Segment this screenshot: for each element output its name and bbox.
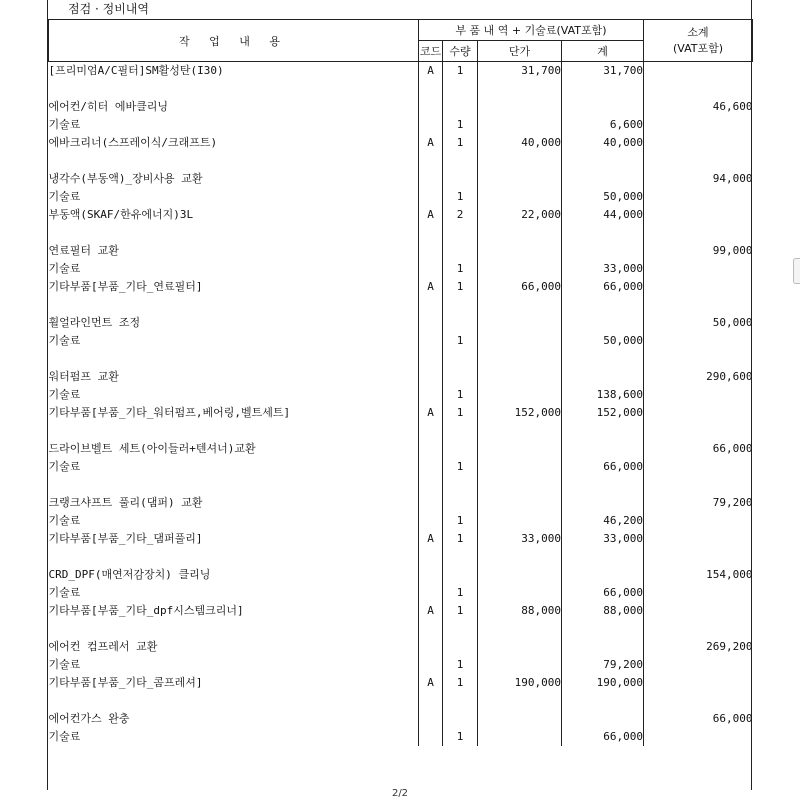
spacer-row (49, 548, 753, 566)
subtotal-cell: 46,600 (644, 98, 753, 116)
spacer-cell (478, 422, 562, 440)
spacer-cell (478, 224, 562, 242)
item-description: 에바크리너(스프레이식/크래프트) (48, 136, 218, 149)
spacer-cell (443, 152, 478, 170)
spacer-cell (478, 548, 562, 566)
spacer-cell (49, 476, 419, 494)
qty-cell (443, 638, 478, 656)
price-cell (478, 656, 562, 674)
spacer-cell (443, 476, 478, 494)
spacer-cell (49, 692, 419, 710)
price-cell (478, 386, 562, 404)
spacer-cell (562, 152, 644, 170)
table-row (49, 206, 753, 224)
work-title: 냉각수(부동액)_장비사용 교환 (48, 172, 203, 185)
total-cell: 88,000 (562, 602, 644, 620)
work-group-row (49, 710, 753, 728)
total-cell (562, 566, 644, 584)
spacer-cell (443, 224, 478, 242)
spacer-cell (443, 692, 478, 710)
table-row (49, 656, 753, 674)
total-cell: 50,000 (562, 332, 644, 350)
subtotal-cell (644, 458, 753, 476)
code-cell: A (419, 674, 443, 692)
total-cell: 46,200 (562, 512, 644, 530)
spacer-row (49, 80, 753, 98)
work-title: 연료필터 교환 (48, 244, 119, 257)
spacer-cell (478, 476, 562, 494)
item-description: 기술료 (48, 334, 81, 347)
subtotal-cell (644, 134, 753, 152)
subtotal-cell: 79,200 (644, 494, 753, 512)
qty-cell: 1 (443, 188, 478, 206)
subtotal-cell: 99,000 (644, 242, 753, 260)
subtotal-cell (644, 512, 753, 530)
spacer-cell (644, 548, 753, 566)
total-cell: 50,000 (562, 188, 644, 206)
spacer-row (49, 692, 753, 710)
document-frame (47, 0, 752, 790)
qty-cell: 1 (443, 386, 478, 404)
spacer-cell (644, 350, 753, 368)
qty-cell: 1 (443, 116, 478, 134)
total-cell: 138,600 (562, 386, 644, 404)
spacer-cell (443, 620, 478, 638)
table-row (49, 116, 753, 134)
spacer-cell (419, 620, 443, 638)
code-cell (419, 242, 443, 260)
price-cell (478, 512, 562, 530)
code-cell (419, 584, 443, 602)
qty-cell (443, 710, 478, 728)
total-cell (562, 494, 644, 512)
code-cell (419, 728, 443, 746)
item-description: 기타부품[부품_기타_dpf시스템크리너] (48, 604, 244, 617)
qty-cell: 1 (443, 674, 478, 692)
total-cell: 44,000 (562, 206, 644, 224)
subtotal-cell: 66,000 (644, 440, 753, 458)
work-group-row (49, 638, 753, 656)
subtotal-cell: 50,000 (644, 314, 753, 332)
table-row (49, 278, 753, 296)
price-cell (478, 440, 562, 458)
spacer-cell (49, 422, 419, 440)
total-cell (562, 242, 644, 260)
price-cell (478, 368, 562, 386)
item-description: 기술료 (48, 388, 81, 401)
spacer-cell (419, 224, 443, 242)
qty-cell: 1 (443, 458, 478, 476)
spacer-cell (443, 548, 478, 566)
qty-cell: 2 (443, 206, 478, 224)
price-cell (478, 728, 562, 746)
price-cell: 66,000 (478, 278, 562, 296)
qty-cell: 1 (443, 62, 478, 81)
price-cell (478, 332, 562, 350)
total-cell (562, 440, 644, 458)
table-row (49, 62, 753, 81)
total-cell (562, 710, 644, 728)
total-cell: 66,000 (562, 728, 644, 746)
price-cell (478, 314, 562, 332)
price-cell: 22,000 (478, 206, 562, 224)
qty-cell (443, 242, 478, 260)
subtotal-cell: 269,200 (644, 638, 753, 656)
code-cell (419, 566, 443, 584)
total-cell: 33,000 (562, 530, 644, 548)
total-cell: 40,000 (562, 134, 644, 152)
price-cell: 88,000 (478, 602, 562, 620)
subtotal-cell (644, 602, 753, 620)
spacer-cell (562, 80, 644, 98)
item-description: 기술료 (48, 190, 81, 203)
price-cell: 152,000 (478, 404, 562, 422)
table-row (49, 530, 753, 548)
spacer-cell (478, 80, 562, 98)
item-description: 기술료 (48, 658, 81, 671)
work-title: 에어컨/히터 에바클리닝 (48, 100, 169, 113)
work-title: 드라이브벨트 세트(아이들러+텐셔너)교환 (48, 442, 256, 455)
qty-cell (443, 566, 478, 584)
subtotal-cell (644, 404, 753, 422)
table-row (49, 404, 753, 422)
code-cell (419, 710, 443, 728)
qty-cell: 1 (443, 728, 478, 746)
price-cell (478, 98, 562, 116)
work-title: 크랭크샤프트 풀리(댐퍼) 교환 (48, 496, 203, 509)
maintenance-table (48, 19, 753, 746)
code-cell (419, 332, 443, 350)
qty-cell: 1 (443, 530, 478, 548)
spacer-row (49, 224, 753, 242)
spacer-cell (419, 548, 443, 566)
spacer-cell (562, 620, 644, 638)
spacer-cell (419, 422, 443, 440)
spacer-cell (419, 80, 443, 98)
qty-cell (443, 314, 478, 332)
header-total: 계 (562, 41, 644, 62)
header-code: 코드 (419, 41, 443, 62)
spacer-cell (419, 350, 443, 368)
price-cell (478, 188, 562, 206)
spacer-row (49, 296, 753, 314)
qty-cell: 1 (443, 332, 478, 350)
header-qty: 수량 (443, 41, 478, 62)
table-row (49, 584, 753, 602)
code-cell: A (419, 134, 443, 152)
work-group-row (49, 368, 753, 386)
spacer-cell (562, 350, 644, 368)
qty-cell: 1 (443, 584, 478, 602)
total-cell: 152,000 (562, 404, 644, 422)
item-description: 기타부품[부품_기타_댐퍼풀리] (48, 532, 203, 545)
spacer-cell (562, 422, 644, 440)
spacer-cell (49, 620, 419, 638)
code-cell (419, 656, 443, 674)
table-body (49, 62, 753, 747)
spacer-cell (443, 80, 478, 98)
price-cell (478, 242, 562, 260)
code-cell (419, 98, 443, 116)
table-row (49, 728, 753, 746)
subtotal-cell (644, 656, 753, 674)
qty-cell (443, 440, 478, 458)
item-description: 부동액(SKAF/한유에너지)3L (48, 208, 194, 221)
work-title: 휠얼라인먼트 조정 (48, 316, 141, 329)
spacer-cell (478, 350, 562, 368)
qty-cell: 1 (443, 278, 478, 296)
spacer-cell (562, 692, 644, 710)
spacer-cell (49, 296, 419, 314)
work-title: CRD_DPF(매연저감장치) 클리닝 (48, 568, 211, 581)
price-cell: 40,000 (478, 134, 562, 152)
code-cell (419, 386, 443, 404)
code-cell (419, 314, 443, 332)
subtotal-cell (644, 584, 753, 602)
subtotal-cell: 94,000 (644, 170, 753, 188)
table-row (49, 332, 753, 350)
header-subtotal (644, 20, 753, 62)
total-cell: 66,000 (562, 584, 644, 602)
work-title: 워터펌프 교환 (48, 370, 119, 383)
price-cell: 33,000 (478, 530, 562, 548)
spacer-cell (49, 152, 419, 170)
qty-cell (443, 494, 478, 512)
code-cell (419, 188, 443, 206)
item-description: 기타부품[부품_기타_콤프레셔] (48, 676, 203, 689)
code-cell (419, 170, 443, 188)
subtotal-cell (644, 260, 753, 278)
header-parts-group: 부 품 내 역 + 기술료(VAT포함) (419, 20, 644, 41)
item-description: 기타부품[부품_기타_워터펌프,베어링,벨트세트] (48, 406, 291, 419)
spacer-cell (49, 80, 419, 98)
subtotal-cell (644, 332, 753, 350)
code-cell (419, 440, 443, 458)
spacer-cell (562, 548, 644, 566)
code-cell: A (419, 278, 443, 296)
subtotal-cell (644, 206, 753, 224)
code-cell: A (419, 530, 443, 548)
code-cell (419, 458, 443, 476)
work-title: 에어컨가스 완충 (48, 712, 130, 725)
work-group-row (49, 242, 753, 260)
qty-cell: 1 (443, 602, 478, 620)
price-cell (478, 584, 562, 602)
work-group-row (49, 494, 753, 512)
spacer-row (49, 152, 753, 170)
subtotal-cell (644, 530, 753, 548)
code-cell: A (419, 404, 443, 422)
qty-cell (443, 170, 478, 188)
table-row (49, 458, 753, 476)
spacer-cell (443, 296, 478, 314)
subtotal-cell (644, 278, 753, 296)
work-group-row (49, 98, 753, 116)
spacer-cell (443, 422, 478, 440)
code-cell (419, 368, 443, 386)
work-title: 에어컨 컴프레서 교환 (48, 640, 158, 653)
code-cell (419, 260, 443, 278)
total-cell (562, 170, 644, 188)
spacer-cell (419, 296, 443, 314)
qty-cell: 1 (443, 656, 478, 674)
qty-cell: 1 (443, 404, 478, 422)
table-row (49, 602, 753, 620)
item-description: 기술료 (48, 118, 81, 131)
qty-cell (443, 98, 478, 116)
qty-cell: 1 (443, 260, 478, 278)
price-cell (478, 458, 562, 476)
spacer-cell (562, 476, 644, 494)
work-group-row (49, 314, 753, 332)
table-row (49, 386, 753, 404)
code-cell: A (419, 602, 443, 620)
table-row (49, 134, 753, 152)
spacer-cell (478, 620, 562, 638)
spacer-cell (478, 692, 562, 710)
work-group-row (49, 440, 753, 458)
spacer-cell (644, 422, 753, 440)
table-row (49, 674, 753, 692)
header-price: 단가 (478, 41, 562, 62)
item-description: 기술료 (48, 262, 81, 275)
code-cell (419, 638, 443, 656)
qty-cell: 1 (443, 134, 478, 152)
subtotal-cell (644, 386, 753, 404)
subtotal-cell: 66,000 (644, 710, 753, 728)
price-cell (478, 566, 562, 584)
spacer-cell (644, 692, 753, 710)
spacer-cell (644, 224, 753, 242)
spacer-row (49, 476, 753, 494)
total-cell (562, 638, 644, 656)
total-cell: 33,000 (562, 260, 644, 278)
subtotal-cell (644, 116, 753, 134)
spacer-cell (419, 476, 443, 494)
spacer-row (49, 350, 753, 368)
spacer-cell (419, 692, 443, 710)
spacer-cell (644, 152, 753, 170)
item-description: 기타부품[부품_기타_연료필터] (48, 280, 203, 293)
work-group-row (49, 170, 753, 188)
spacer-row (49, 620, 753, 638)
code-cell (419, 116, 443, 134)
header-subtotal-line2: (VAT포함) (672, 41, 724, 55)
qty-cell (443, 368, 478, 386)
item-description: 기술료 (48, 586, 81, 599)
subtotal-cell (644, 728, 753, 746)
table-row (49, 188, 753, 206)
spacer-cell (562, 224, 644, 242)
spacer-cell (443, 350, 478, 368)
spacer-cell (478, 152, 562, 170)
total-cell: 6,600 (562, 116, 644, 134)
price-cell (478, 116, 562, 134)
subtotal-cell (644, 188, 753, 206)
spacer-cell (49, 548, 419, 566)
header-subtotal-line1: 소계 (687, 25, 709, 39)
price-cell (478, 170, 562, 188)
total-cell: 66,000 (562, 278, 644, 296)
spacer-row (49, 422, 753, 440)
code-cell: A (419, 206, 443, 224)
code-cell (419, 512, 443, 530)
total-cell (562, 368, 644, 386)
table-row (49, 512, 753, 530)
spacer-cell (419, 152, 443, 170)
price-cell (478, 638, 562, 656)
code-cell (419, 494, 443, 512)
section-title: 점검 · 정비내역 (68, 2, 149, 16)
total-cell: 190,000 (562, 674, 644, 692)
item-description: 기술료 (48, 460, 81, 473)
price-cell (478, 710, 562, 728)
spacer-cell (644, 80, 753, 98)
spacer-cell (644, 620, 753, 638)
total-cell: 66,000 (562, 458, 644, 476)
total-cell (562, 314, 644, 332)
scroll-indicator[interactable] (793, 258, 800, 284)
spacer-cell (562, 296, 644, 314)
subtotal-cell: 290,600 (644, 368, 753, 386)
spacer-cell (644, 296, 753, 314)
page-indicator: 2/2 (391, 788, 409, 799)
item-description: [프리미엄A/C필터]SM활성탄(I30) (48, 64, 224, 77)
price-cell: 31,700 (478, 62, 562, 81)
work-group-row (49, 566, 753, 584)
subtotal-cell: 154,000 (644, 566, 753, 584)
table-row (49, 260, 753, 278)
item-description: 기술료 (48, 514, 81, 527)
spacer-cell (478, 296, 562, 314)
total-cell (562, 98, 644, 116)
header-work: 작 업 내 용 (49, 20, 419, 62)
price-cell: 190,000 (478, 674, 562, 692)
spacer-cell (49, 224, 419, 242)
qty-cell: 1 (443, 512, 478, 530)
subtotal-cell (644, 674, 753, 692)
total-cell: 31,700 (562, 62, 644, 81)
item-description: 기술료 (48, 730, 81, 743)
spacer-cell (49, 350, 419, 368)
subtotal-cell (644, 62, 753, 81)
total-cell: 79,200 (562, 656, 644, 674)
price-cell (478, 494, 562, 512)
price-cell (478, 260, 562, 278)
code-cell: A (419, 62, 443, 81)
spacer-cell (644, 476, 753, 494)
